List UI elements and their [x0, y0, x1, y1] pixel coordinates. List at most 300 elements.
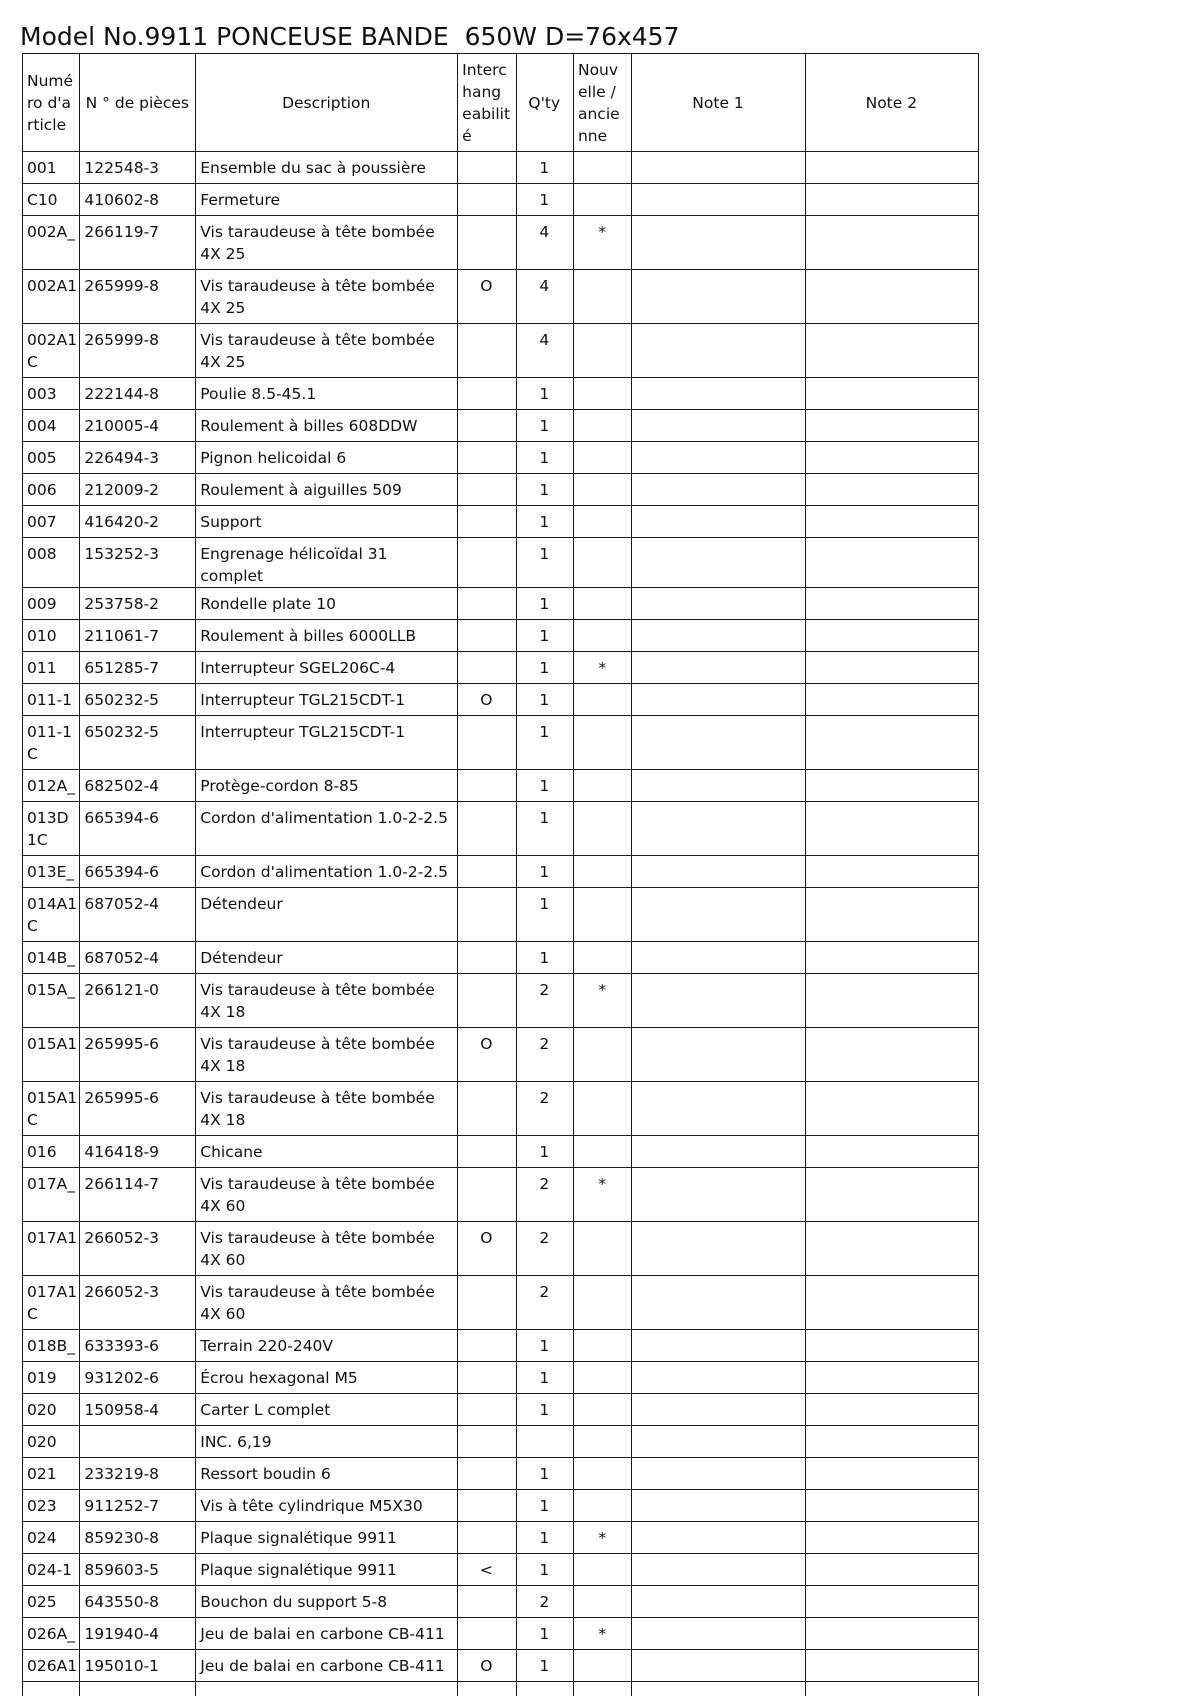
table-continuation	[23, 1682, 979, 1696]
description-cell: Vis taraudeuse à tête bombée 4X 60	[196, 1168, 458, 1222]
quantity-cell: 1	[516, 152, 573, 184]
quantity-cell: 1	[516, 716, 573, 770]
interchangeability-cell: <	[458, 1554, 516, 1586]
description-cell: Pignon helicoidal 6	[196, 442, 458, 474]
table-row	[23, 1426, 979, 1458]
description-cell: Terrain 220-240V	[196, 1330, 458, 1362]
cut-off-cell	[632, 1682, 805, 1696]
table-row	[23, 270, 979, 324]
interchangeability-cell	[458, 474, 516, 506]
quantity-cell: 2	[516, 974, 573, 1028]
table-row	[23, 442, 979, 474]
new-old-cell	[573, 184, 631, 216]
item-number-cell: 025	[23, 1586, 80, 1618]
table-row	[23, 216, 979, 270]
description-cell: Support	[196, 506, 458, 538]
item-number-cell: 003	[23, 378, 80, 410]
interchangeability-cell	[458, 802, 516, 856]
interchangeability-cell	[458, 1490, 516, 1522]
quantity-cell: 1	[516, 538, 573, 588]
part-number-cell: 651285-7	[80, 652, 196, 684]
note-2-cell	[805, 270, 978, 324]
quantity-cell: 1	[516, 442, 573, 474]
new-old-cell	[573, 1330, 631, 1362]
table-row	[23, 1136, 979, 1168]
item-number-cell: 015A1	[23, 1028, 80, 1082]
new-old-cell	[573, 270, 631, 324]
item-number-cell: 001	[23, 152, 80, 184]
item-number-cell: 002A1 C	[23, 324, 80, 378]
part-number-cell	[80, 1426, 196, 1458]
note-2-cell	[805, 324, 978, 378]
quantity-cell: 1	[516, 506, 573, 538]
item-number-cell: 008	[23, 538, 80, 588]
quantity-cell: 1	[516, 1394, 573, 1426]
new-old-cell	[573, 474, 631, 506]
quantity-cell: 1	[516, 802, 573, 856]
part-number-cell: 191940-4	[80, 1618, 196, 1650]
new-old-cell	[573, 620, 631, 652]
description-cell: INC. 6,19	[196, 1426, 458, 1458]
note-2-cell	[805, 1136, 978, 1168]
interchangeability-cell	[458, 652, 516, 684]
new-old-cell: *	[573, 652, 631, 684]
part-number-cell: 410602-8	[80, 184, 196, 216]
note-2-cell	[805, 1394, 978, 1426]
cut-off-cell	[805, 1682, 978, 1696]
table-row	[23, 1490, 979, 1522]
table-row	[23, 802, 979, 856]
description-cell: Protège-cordon 8-85	[196, 770, 458, 802]
description-cell: Interrupteur TGL215CDT-1	[196, 716, 458, 770]
note-1-cell	[632, 1082, 805, 1136]
note-1-cell	[632, 184, 805, 216]
part-number-cell: 665394-6	[80, 856, 196, 888]
new-old-cell	[573, 942, 631, 974]
interchangeability-cell: O	[458, 1650, 516, 1682]
table-row	[23, 652, 979, 684]
interchangeability-cell	[458, 442, 516, 474]
description-cell: Vis taraudeuse à tête bombée 4X 25	[196, 324, 458, 378]
note-2-cell	[805, 684, 978, 716]
description-cell: Ressort boudin 6	[196, 1458, 458, 1490]
part-number-cell: 687052-4	[80, 942, 196, 974]
part-number-cell: 150958-4	[80, 1394, 196, 1426]
description-cell: Vis taraudeuse à tête bombée 4X 18	[196, 974, 458, 1028]
part-number-cell: 233219-8	[80, 1458, 196, 1490]
quantity-cell: 2	[516, 1028, 573, 1082]
quantity-cell: 1	[516, 942, 573, 974]
interchangeability-cell	[458, 770, 516, 802]
item-number-cell: 021	[23, 1458, 80, 1490]
col-header-item-number: Numé ro d'a rticle	[23, 54, 80, 152]
note-1-cell	[632, 538, 805, 588]
part-number-cell: 266121-0	[80, 974, 196, 1028]
item-number-cell: 020	[23, 1394, 80, 1426]
note-1-cell	[632, 888, 805, 942]
quantity-cell: 4	[516, 216, 573, 270]
note-2-cell	[805, 716, 978, 770]
interchangeability-cell	[458, 410, 516, 442]
header-row	[23, 54, 979, 152]
interchangeability-cell	[458, 1522, 516, 1554]
interchangeability-cell	[458, 1330, 516, 1362]
note-1-cell	[632, 324, 805, 378]
quantity-cell: 2	[516, 1168, 573, 1222]
new-old-cell	[573, 538, 631, 588]
new-old-cell	[573, 770, 631, 802]
table-row	[23, 888, 979, 942]
item-number-cell: 026A_	[23, 1618, 80, 1650]
interchangeability-cell	[458, 324, 516, 378]
interchangeability-cell	[458, 620, 516, 652]
quantity-cell: 1	[516, 1458, 573, 1490]
new-old-cell	[573, 684, 631, 716]
part-number-cell: 859230-8	[80, 1522, 196, 1554]
note-2-cell	[805, 1586, 978, 1618]
table-row	[23, 324, 979, 378]
quantity-cell: 4	[516, 270, 573, 324]
interchangeability-cell	[458, 184, 516, 216]
note-1-cell	[632, 1458, 805, 1490]
note-2-cell	[805, 506, 978, 538]
note-2-cell	[805, 152, 978, 184]
interchangeability-cell	[458, 1586, 516, 1618]
table-row	[23, 1394, 979, 1426]
table-row	[23, 1330, 979, 1362]
note-1-cell	[632, 506, 805, 538]
quantity-cell: 1	[516, 888, 573, 942]
cut-off-cell	[23, 1682, 80, 1696]
quantity-cell: 1	[516, 620, 573, 652]
col-header-description: Description	[196, 54, 458, 152]
quantity-cell: 4	[516, 324, 573, 378]
description-cell: Vis taraudeuse à tête bombée 4X 18	[196, 1028, 458, 1082]
part-number-cell: 266052-3	[80, 1222, 196, 1276]
part-number-cell: 222144-8	[80, 378, 196, 410]
interchangeability-cell	[458, 1426, 516, 1458]
note-1-cell	[632, 802, 805, 856]
part-number-cell: 211061-7	[80, 620, 196, 652]
note-1-cell	[632, 442, 805, 474]
quantity-cell: 2	[516, 1222, 573, 1276]
table-row	[23, 1522, 979, 1554]
interchangeability-cell	[458, 506, 516, 538]
part-number-cell: 859603-5	[80, 1554, 196, 1586]
new-old-cell	[573, 442, 631, 474]
new-old-cell	[573, 1222, 631, 1276]
note-1-cell	[632, 1028, 805, 1082]
item-number-cell: 020	[23, 1426, 80, 1458]
new-old-cell	[573, 152, 631, 184]
note-2-cell	[805, 802, 978, 856]
item-number-cell: 026A1	[23, 1650, 80, 1682]
note-2-cell	[805, 1650, 978, 1682]
part-number-cell: 643550-8	[80, 1586, 196, 1618]
description-cell: Roulement à billes 6000LLB	[196, 620, 458, 652]
quantity-cell: 1	[516, 588, 573, 620]
item-number-cell: 017A1	[23, 1222, 80, 1276]
description-cell: Jeu de balai en carbone CB-411	[196, 1618, 458, 1650]
note-2-cell	[805, 942, 978, 974]
interchangeability-cell	[458, 856, 516, 888]
note-1-cell	[632, 1136, 805, 1168]
note-1-cell	[632, 1330, 805, 1362]
note-1-cell	[632, 974, 805, 1028]
part-number-cell: 650232-5	[80, 716, 196, 770]
table-row	[23, 1028, 979, 1082]
note-1-cell	[632, 620, 805, 652]
part-number-cell: 911252-7	[80, 1490, 196, 1522]
col-header-note-2: Note 2	[805, 54, 978, 152]
description-cell: Carter L complet	[196, 1394, 458, 1426]
description-cell: Détendeur	[196, 888, 458, 942]
item-number-cell: 014B_	[23, 942, 80, 974]
item-number-cell: 013E_	[23, 856, 80, 888]
table-row	[23, 474, 979, 506]
item-number-cell: 010	[23, 620, 80, 652]
interchangeability-cell	[458, 538, 516, 588]
note-2-cell	[805, 184, 978, 216]
note-1-cell	[632, 152, 805, 184]
note-1-cell	[632, 1554, 805, 1586]
interchangeability-cell: O	[458, 1028, 516, 1082]
note-1-cell	[632, 1222, 805, 1276]
description-cell: Plaque signalétique 9911	[196, 1522, 458, 1554]
description-cell: Interrupteur TGL215CDT-1	[196, 684, 458, 716]
item-number-cell: 005	[23, 442, 80, 474]
table-row	[23, 942, 979, 974]
new-old-cell	[573, 1362, 631, 1394]
item-number-cell: 018B_	[23, 1330, 80, 1362]
quantity-cell: 1	[516, 1618, 573, 1650]
table-row	[23, 716, 979, 770]
table-row	[23, 1362, 979, 1394]
description-cell: Vis taraudeuse à tête bombée 4X 18	[196, 1082, 458, 1136]
note-2-cell	[805, 1168, 978, 1222]
note-2-cell	[805, 1362, 978, 1394]
new-old-cell	[573, 1394, 631, 1426]
new-old-cell	[573, 888, 631, 942]
table-row	[23, 974, 979, 1028]
new-old-cell	[573, 1554, 631, 1586]
interchangeability-cell: O	[458, 1222, 516, 1276]
item-number-cell: 024-1	[23, 1554, 80, 1586]
note-2-cell	[805, 974, 978, 1028]
interchangeability-cell	[458, 1136, 516, 1168]
note-2-cell	[805, 1522, 978, 1554]
quantity-cell: 2	[516, 1586, 573, 1618]
col-header-quantity: Q'ty	[516, 54, 573, 152]
note-2-cell	[805, 652, 978, 684]
quantity-cell: 1	[516, 684, 573, 716]
note-1-cell	[632, 474, 805, 506]
quantity-cell: 2	[516, 1276, 573, 1330]
interchangeability-cell	[458, 1394, 516, 1426]
table-row	[23, 538, 979, 588]
description-cell: Vis taraudeuse à tête bombée 4X 25	[196, 270, 458, 324]
description-cell: Détendeur	[196, 942, 458, 974]
quantity-cell: 1	[516, 1650, 573, 1682]
part-number-cell: 633393-6	[80, 1330, 196, 1362]
quantity-cell: 1	[516, 1554, 573, 1586]
interchangeability-cell: O	[458, 270, 516, 324]
cut-off-cell	[196, 1682, 458, 1696]
interchangeability-cell	[458, 1082, 516, 1136]
table-row	[23, 1276, 979, 1330]
note-2-cell	[805, 1330, 978, 1362]
table-body	[23, 152, 979, 1682]
part-number-cell: 226494-3	[80, 442, 196, 474]
description-cell: Vis taraudeuse à tête bombée 4X 60	[196, 1276, 458, 1330]
table-row	[23, 1222, 979, 1276]
interchangeability-cell	[458, 1362, 516, 1394]
col-header-interchangeability: Interc hang eabilit é	[458, 54, 516, 152]
note-2-cell	[805, 1490, 978, 1522]
note-1-cell	[632, 1276, 805, 1330]
quantity-cell: 1	[516, 184, 573, 216]
note-2-cell	[805, 1618, 978, 1650]
note-1-cell	[632, 716, 805, 770]
part-number-cell: 650232-5	[80, 684, 196, 716]
description-cell: Jeu de balai en carbone CB-411	[196, 1650, 458, 1682]
part-number-cell: 265995-6	[80, 1028, 196, 1082]
table-row	[23, 620, 979, 652]
description-cell: Poulie 8.5-45.1	[196, 378, 458, 410]
col-header-part-number: N ° de pièces	[80, 54, 196, 152]
item-number-cell: 023	[23, 1490, 80, 1522]
table-row	[23, 1168, 979, 1222]
table-row	[23, 184, 979, 216]
note-1-cell	[632, 1650, 805, 1682]
new-old-cell	[573, 410, 631, 442]
item-number-cell: 002A_	[23, 216, 80, 270]
note-2-cell	[805, 1028, 978, 1082]
new-old-cell: *	[573, 1618, 631, 1650]
description-cell: Fermeture	[196, 184, 458, 216]
note-2-cell	[805, 538, 978, 588]
quantity-cell: 1	[516, 856, 573, 888]
new-old-cell	[573, 1276, 631, 1330]
table-row	[23, 856, 979, 888]
note-1-cell	[632, 1394, 805, 1426]
table-row	[23, 410, 979, 442]
note-2-cell	[805, 410, 978, 442]
description-cell: Interrupteur SGEL206C-4	[196, 652, 458, 684]
description-cell: Engrenage hélicoïdal 31 complet	[196, 538, 458, 588]
new-old-cell	[573, 716, 631, 770]
part-number-cell: 212009-2	[80, 474, 196, 506]
interchangeability-cell: O	[458, 684, 516, 716]
interchangeability-cell	[458, 716, 516, 770]
part-number-cell: 266119-7	[80, 216, 196, 270]
quantity-cell: 2	[516, 1082, 573, 1136]
new-old-cell	[573, 1490, 631, 1522]
parts-table	[22, 53, 979, 1696]
note-2-cell	[805, 442, 978, 474]
table-row	[23, 770, 979, 802]
table-row	[23, 1554, 979, 1586]
note-2-cell	[805, 474, 978, 506]
note-1-cell	[632, 652, 805, 684]
quantity-cell: 1	[516, 378, 573, 410]
note-1-cell	[632, 856, 805, 888]
description-cell: Bouchon du support 5-8	[196, 1586, 458, 1618]
note-1-cell	[632, 942, 805, 974]
interchangeability-cell	[458, 1276, 516, 1330]
interchangeability-cell	[458, 588, 516, 620]
new-old-cell	[573, 1586, 631, 1618]
part-number-cell: 931202-6	[80, 1362, 196, 1394]
part-number-cell: 195010-1	[80, 1650, 196, 1682]
new-old-cell: *	[573, 216, 631, 270]
item-number-cell: 013D 1C	[23, 802, 80, 856]
item-number-cell: 002A1	[23, 270, 80, 324]
item-number-cell: 011-1 C	[23, 716, 80, 770]
part-number-cell: 122548-3	[80, 152, 196, 184]
note-2-cell	[805, 378, 978, 410]
item-number-cell: C10	[23, 184, 80, 216]
description-cell: Vis taraudeuse à tête bombée 4X 60	[196, 1222, 458, 1276]
description-cell: Écrou hexagonal M5	[196, 1362, 458, 1394]
new-old-cell: *	[573, 1522, 631, 1554]
new-old-cell: *	[573, 1168, 631, 1222]
table-row	[23, 1458, 979, 1490]
note-1-cell	[632, 588, 805, 620]
part-number-cell: 266052-3	[80, 1276, 196, 1330]
quantity-cell: 1	[516, 1522, 573, 1554]
quantity-cell: 1	[516, 1490, 573, 1522]
note-2-cell	[805, 620, 978, 652]
interchangeability-cell	[458, 152, 516, 184]
part-number-cell: 253758-2	[80, 588, 196, 620]
item-number-cell: 017A_	[23, 1168, 80, 1222]
item-number-cell: 024	[23, 1522, 80, 1554]
note-2-cell	[805, 216, 978, 270]
new-old-cell	[573, 324, 631, 378]
new-old-cell: *	[573, 974, 631, 1028]
quantity-cell: 1	[516, 474, 573, 506]
cut-off-row	[23, 1682, 979, 1696]
interchangeability-cell	[458, 974, 516, 1028]
new-old-cell	[573, 1082, 631, 1136]
cut-off-cell	[573, 1682, 631, 1696]
part-number-cell: 687052-4	[80, 888, 196, 942]
item-number-cell: 012A_	[23, 770, 80, 802]
note-2-cell	[805, 856, 978, 888]
item-number-cell: 015A_	[23, 974, 80, 1028]
note-1-cell	[632, 216, 805, 270]
note-1-cell	[632, 378, 805, 410]
note-2-cell	[805, 588, 978, 620]
note-2-cell	[805, 1554, 978, 1586]
note-1-cell	[632, 1426, 805, 1458]
table-header	[23, 54, 979, 152]
new-old-cell	[573, 1136, 631, 1168]
new-old-cell	[573, 1458, 631, 1490]
note-1-cell	[632, 1490, 805, 1522]
part-number-cell: 416420-2	[80, 506, 196, 538]
table-row	[23, 1082, 979, 1136]
item-number-cell: 011-1	[23, 684, 80, 716]
table-row	[23, 1586, 979, 1618]
quantity-cell: 1	[516, 770, 573, 802]
note-2-cell	[805, 1458, 978, 1490]
part-number-cell: 665394-6	[80, 802, 196, 856]
table-row	[23, 1618, 979, 1650]
col-header-note-1: Note 1	[632, 54, 805, 152]
interchangeability-cell	[458, 216, 516, 270]
